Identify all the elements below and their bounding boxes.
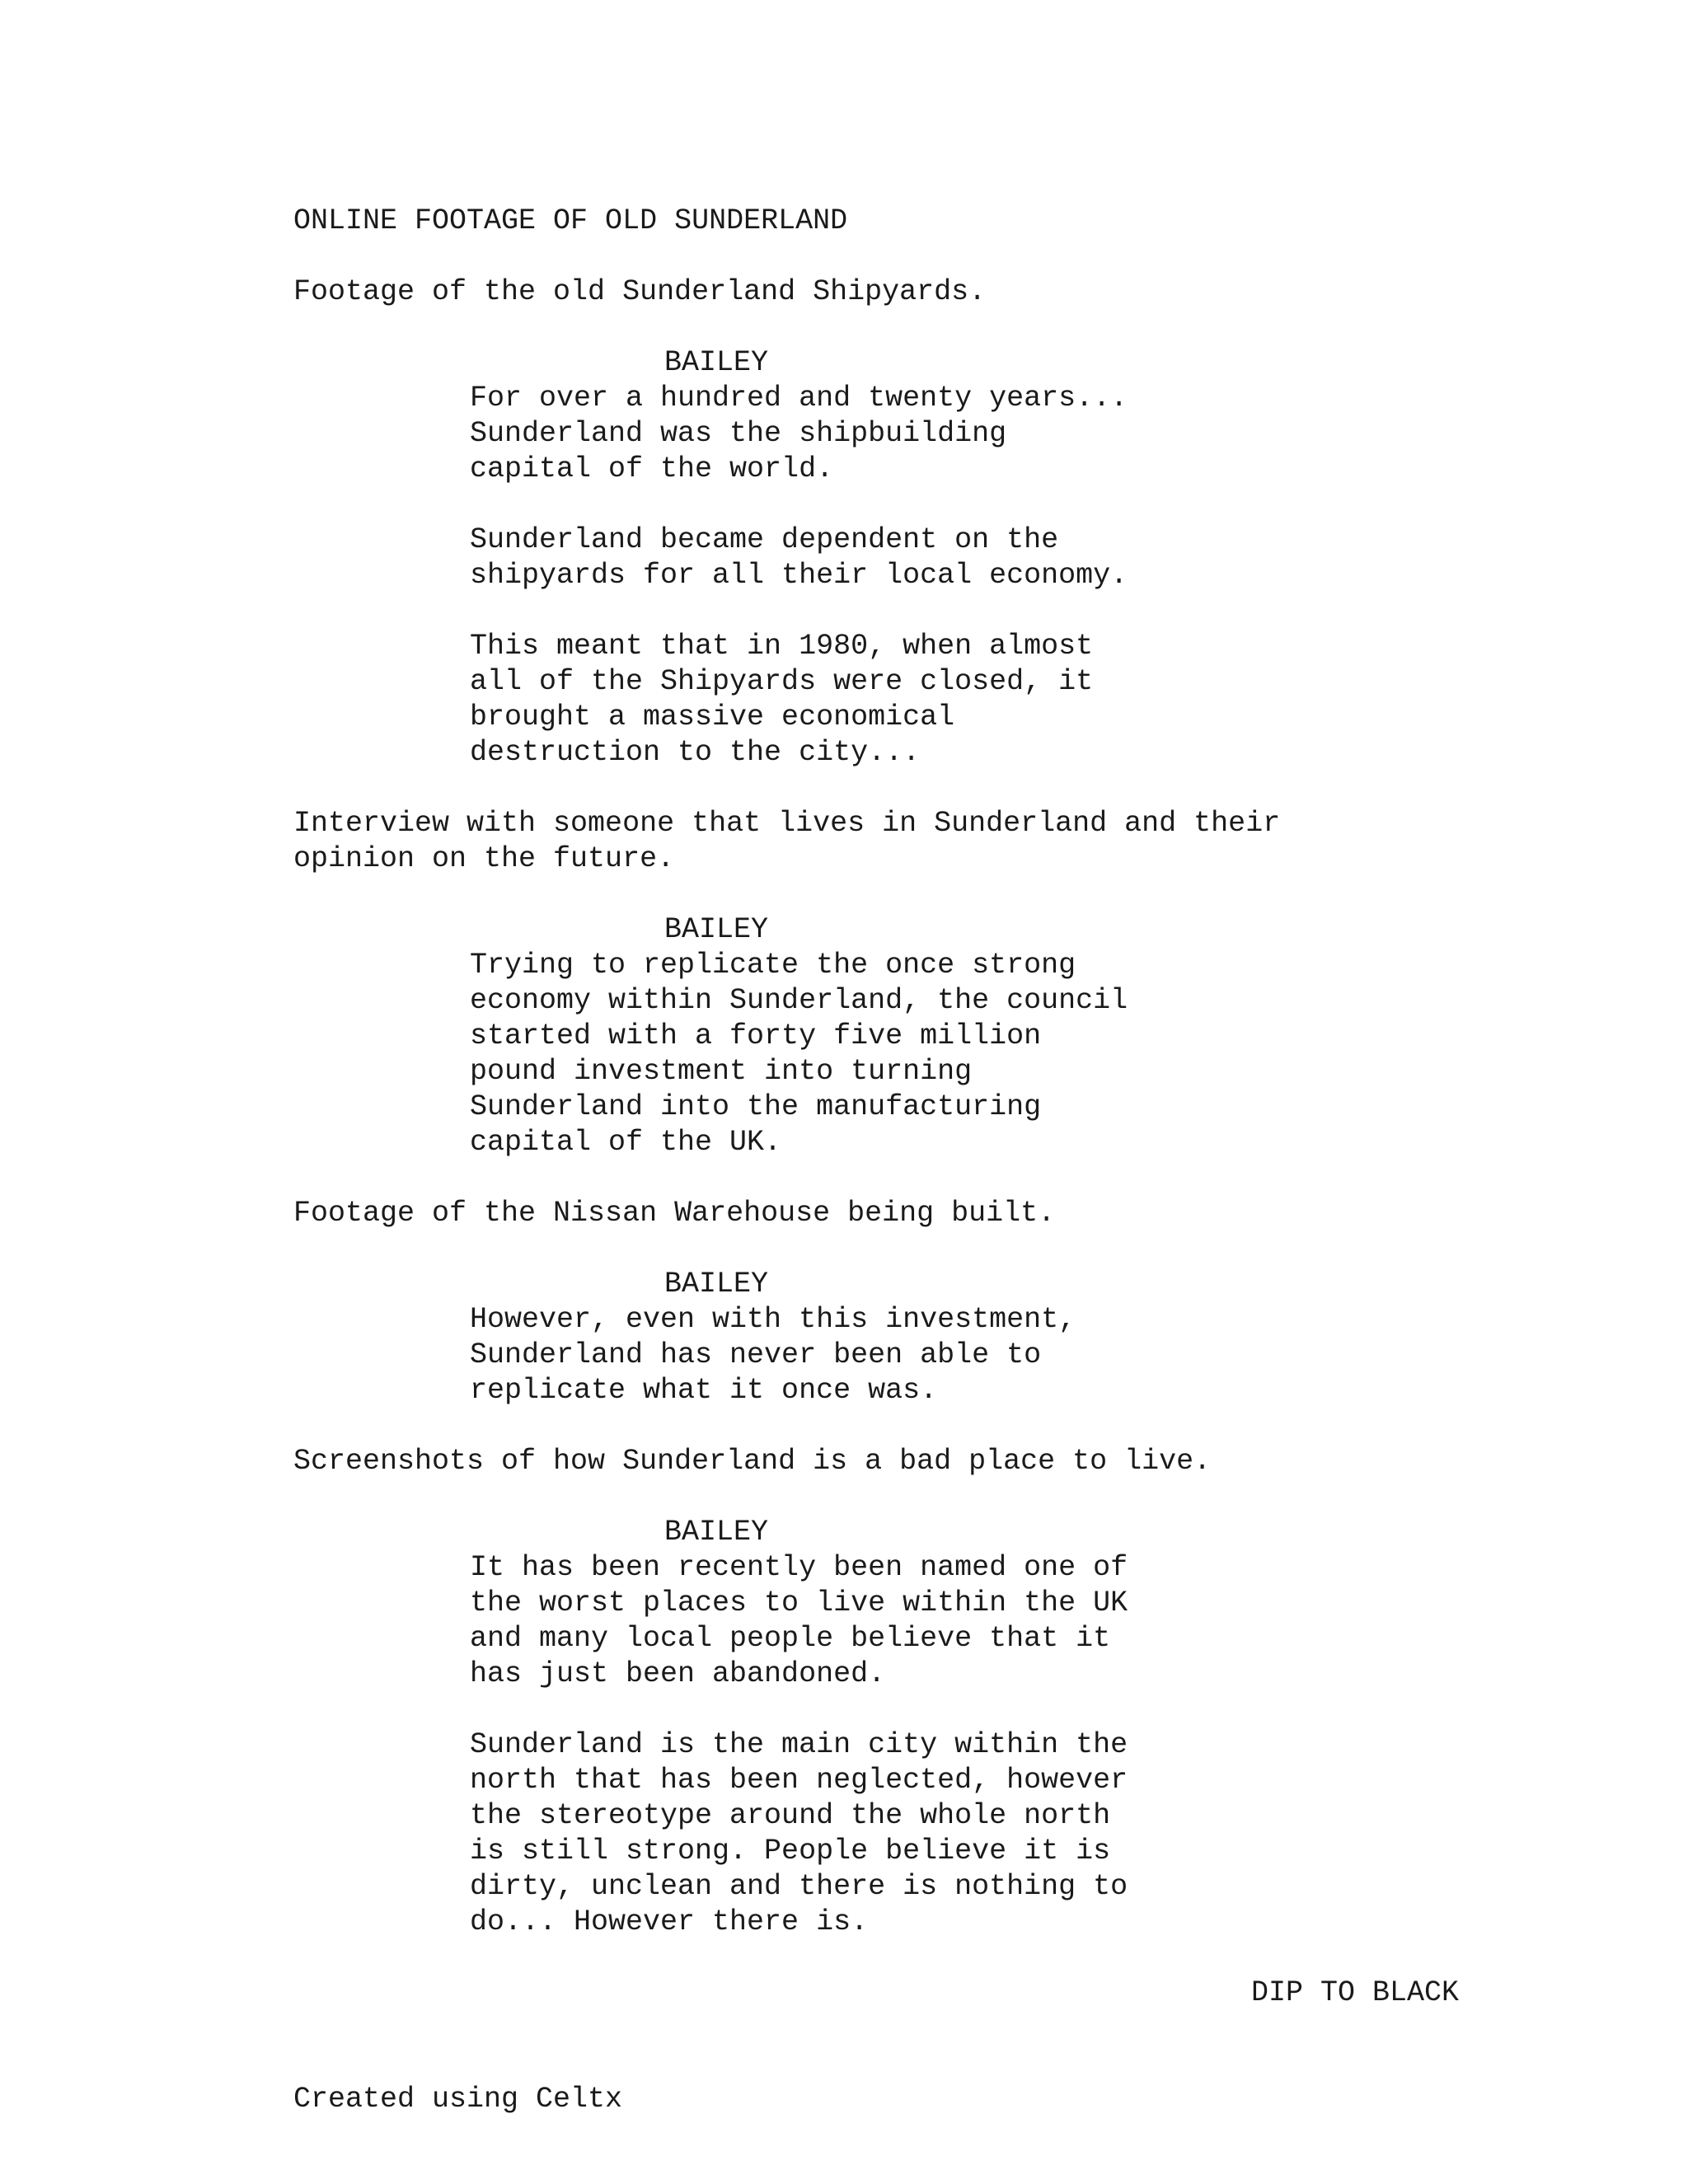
dialogue-line: do... However there is. [470, 1905, 869, 1938]
action-line: Footage of the Nissan Warehouse being built. [293, 1197, 1056, 1230]
dialogue-line: capital of the UK. [470, 1126, 782, 1159]
scene-heading: ONLINE FOOTAGE OF OLD SUNDERLAND [293, 204, 848, 237]
dialogue-line: is still strong. People believe it is [470, 1835, 1111, 1868]
dialogue-line: has just been abandoned. [470, 1657, 886, 1690]
dialogue-line: north that has been neglected, however [470, 1764, 1128, 1797]
dialogue-line: the worst places to live within the UK [470, 1586, 1128, 1619]
dialogue-line: Sunderland is the main city within the [470, 1728, 1128, 1761]
dialogue-line: economy within Sunderland, the council [470, 984, 1128, 1017]
action-line: Screenshots of how Sunderland is a bad place to live. [293, 1445, 1212, 1478]
dialogue-line: pound investment into turning [470, 1055, 973, 1088]
dialogue-line: Trying to replicate the once strong [470, 949, 1076, 982]
character-name: BAILEY [664, 1516, 769, 1549]
dialogue-line: Sunderland was the shipbuilding [470, 417, 1007, 450]
footer-credit: Created using Celtx [293, 2083, 623, 2116]
dialogue-line: Sunderland has never been able to [470, 1338, 1042, 1371]
action-line: Interview with someone that lives in Sunderland and their [293, 807, 1281, 840]
dialogue-line: dirty, unclean and there is nothing to [470, 1870, 1128, 1903]
dialogue-line: destruction to the city... [470, 736, 921, 769]
dialogue-line: For over a hundred and twenty years... [470, 382, 1128, 415]
dialogue-line: Sunderland into the manufacturing [470, 1090, 1042, 1123]
dialogue-line: replicate what it once was. [470, 1374, 938, 1407]
action-line: opinion on the future. [293, 842, 675, 875]
dialogue-line: It has been recently been named one of [470, 1551, 1128, 1584]
dialogue-line: This meant that in 1980, when almost [470, 630, 1094, 663]
transition: DIP TO BLACK [1251, 1976, 1460, 2009]
character-name: BAILEY [664, 346, 769, 379]
dialogue-line: brought a massive economical [470, 701, 955, 733]
character-name: BAILEY [664, 913, 769, 946]
dialogue-line: Sunderland became dependent on the [470, 523, 1059, 556]
dialogue-line: all of the Shipyards were closed, it [470, 665, 1094, 698]
dialogue-line: capital of the world. [470, 452, 834, 485]
dialogue-line: However, even with this investment, [470, 1303, 1076, 1336]
dialogue-line: and many local people believe that it [470, 1622, 1111, 1655]
action-line: Footage of the old Sunderland Shipyards. [293, 275, 987, 308]
dialogue-line: the stereotype around the whole north [470, 1799, 1111, 1832]
dialogue-line: started with a forty five million [470, 1019, 1042, 1052]
character-name: BAILEY [664, 1268, 769, 1301]
dialogue-line: shipyards for all their local economy. [470, 559, 1128, 592]
